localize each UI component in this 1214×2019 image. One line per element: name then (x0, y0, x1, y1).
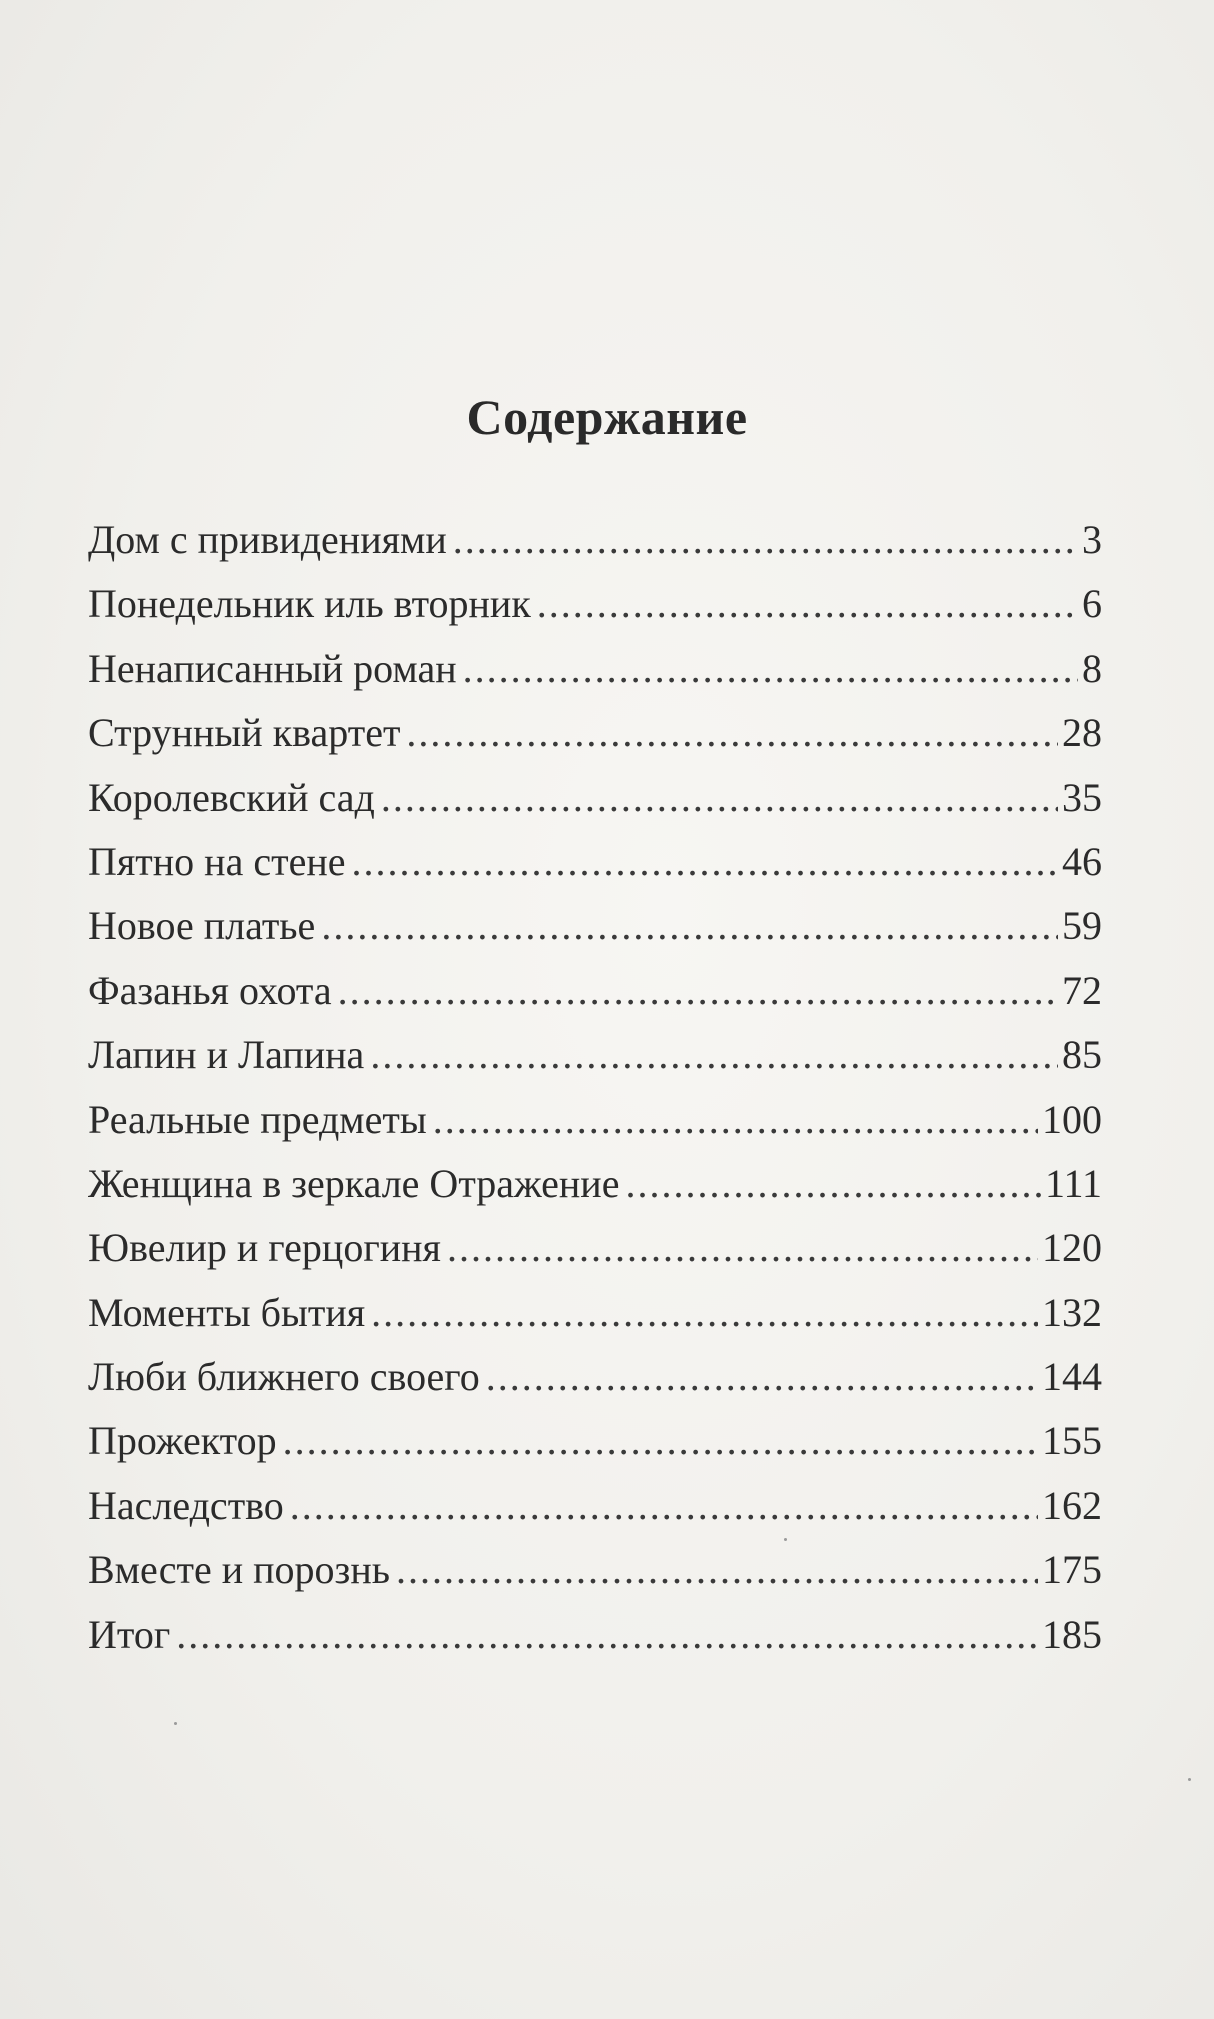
toc-entry (88, 1603, 1102, 1667)
paper-speck (1188, 1778, 1191, 1781)
toc-entry (88, 1023, 1102, 1087)
paper-speck (784, 1538, 787, 1541)
page-title: Содержание (466, 389, 748, 445)
toc-entry-page-number: 175 (1042, 1547, 1102, 1593)
toc-entry-title: Реальные предметы (88, 1096, 427, 1142)
toc-entry-page-number: 162 (1042, 1482, 1102, 1528)
toc-entry-page-number: 46 (1062, 838, 1102, 884)
toc-entry (88, 508, 1102, 572)
toc-entry-page-number: 72 (1062, 967, 1102, 1013)
dot-leader (351, 830, 1058, 894)
toc-entry-page-number: 185 (1042, 1611, 1102, 1657)
dot-leader (283, 1409, 1038, 1473)
toc-entry (88, 830, 1102, 894)
toc-entry-title: Новое платье (88, 903, 316, 949)
dot-leader (370, 1023, 1058, 1087)
toc-entry (88, 1538, 1102, 1602)
toc-entry-page-number: 6 (1082, 581, 1102, 627)
dot-leader (321, 894, 1058, 958)
dot-leader (396, 1538, 1038, 1602)
dot-leader (447, 1216, 1038, 1280)
dot-leader (625, 1152, 1041, 1216)
toc-entry-page-number: 59 (1062, 903, 1102, 949)
toc-entry (88, 1409, 1102, 1473)
toc-entry (88, 959, 1102, 1023)
toc-entry-title: Прожектор (88, 1418, 277, 1464)
toc-entry (88, 1281, 1102, 1345)
toc-entry (88, 1216, 1102, 1280)
toc-entry (88, 1152, 1102, 1216)
toc-entry-title: Струнный квартет (88, 710, 401, 756)
toc-entry-page-number: 28 (1062, 710, 1102, 756)
toc-entry-page-number: 144 (1042, 1354, 1102, 1400)
toc-entry-page-number: 111 (1044, 1160, 1102, 1206)
toc-entry-title: Женщина в зеркале Отражение (88, 1160, 620, 1206)
toc-entry-page-number: 132 (1042, 1289, 1102, 1335)
toc-entry-title: Пятно на стене (88, 838, 346, 884)
toc-entry (88, 1088, 1102, 1152)
toc-entry-title: Королевский сад (88, 774, 375, 820)
toc-entry-title: Лапин и Лапина (88, 1032, 365, 1078)
toc-entry (88, 637, 1102, 701)
toc-entry-title: Люби ближнего своего (88, 1354, 480, 1400)
toc-entry-page-number: 155 (1042, 1418, 1102, 1464)
toc-entry-page-number: 35 (1062, 774, 1102, 820)
toc-entry (88, 894, 1102, 958)
dot-leader (176, 1603, 1038, 1667)
toc-entry-title: Дом с привидениями (88, 517, 447, 562)
toc-entry (88, 766, 1102, 830)
toc-entry-title: Ненаписанный роман (88, 645, 457, 691)
toc-entry-title: Фазанья охота (88, 967, 332, 1013)
toc-entry (88, 701, 1102, 765)
toc-entry-title: Понедельник иль вторник (88, 581, 531, 627)
toc-entry-title: Моменты бытия (88, 1289, 366, 1335)
dot-leader (406, 701, 1058, 765)
toc-entry-page-number: 3 (1082, 517, 1102, 562)
dot-leader (290, 1474, 1038, 1538)
dot-leader (338, 959, 1058, 1023)
toc-entry-title: Вместе и порознь (88, 1547, 390, 1593)
dot-leader (381, 766, 1058, 830)
toc-entry-page-number: 85 (1062, 1032, 1102, 1078)
dot-leader (453, 508, 1078, 572)
dot-leader (371, 1281, 1038, 1345)
toc-entry-page-number: 120 (1042, 1225, 1102, 1271)
toc-entry-page-number: 8 (1082, 645, 1102, 691)
toc-entry-title: Наследство (88, 1482, 284, 1528)
dot-leader (433, 1088, 1038, 1152)
toc-entry-title: Ювелир и герцогиня (88, 1225, 441, 1271)
toc-entry-page-number: 100 (1042, 1096, 1102, 1142)
dot-leader (486, 1345, 1038, 1409)
paper-speck (174, 1722, 177, 1725)
dot-leader (463, 637, 1078, 701)
toc-entry-title: Итог (88, 1611, 171, 1657)
toc-entry (88, 572, 1102, 636)
table-of-contents (88, 508, 1102, 1667)
toc-entry (88, 1345, 1102, 1409)
toc-entry (88, 1474, 1102, 1538)
dot-leader (537, 572, 1078, 636)
